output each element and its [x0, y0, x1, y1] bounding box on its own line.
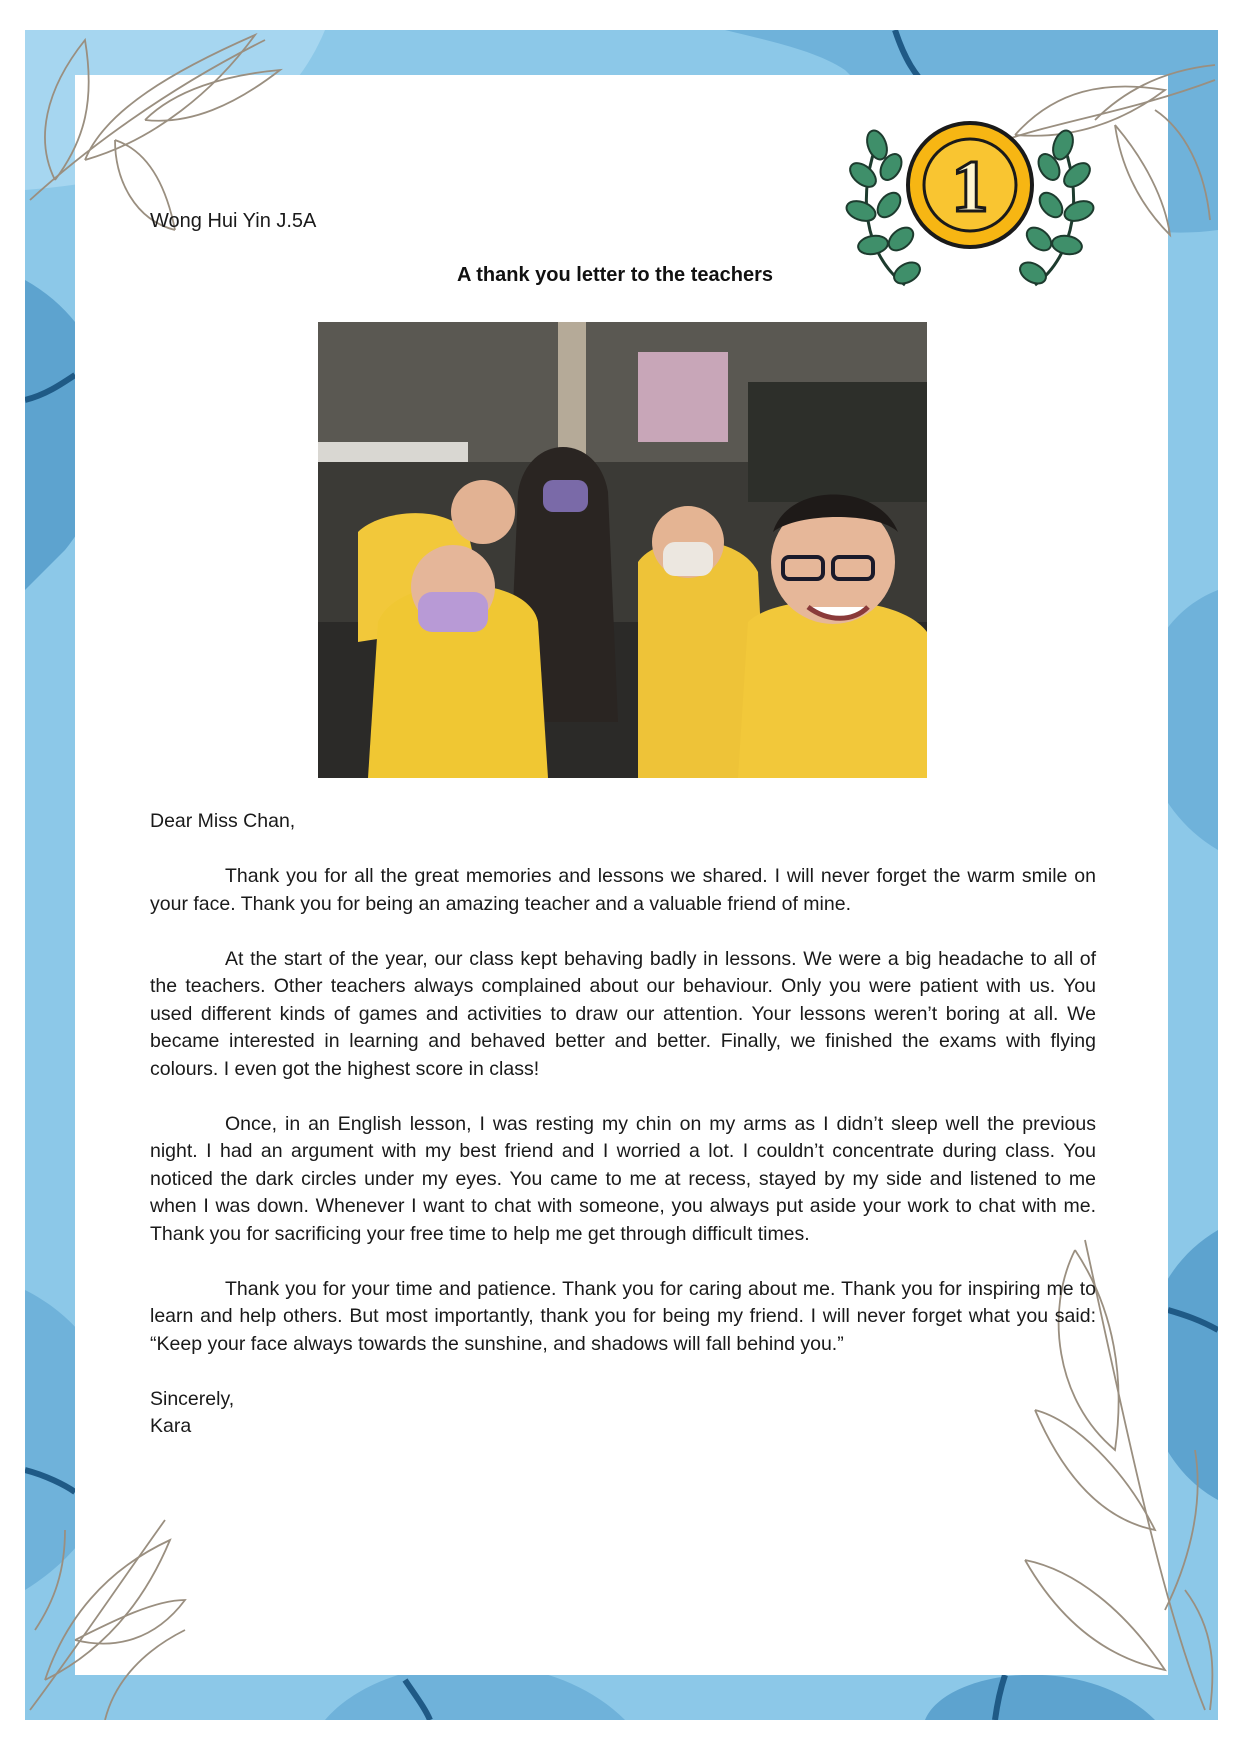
letter-body	[150, 808, 1096, 1441]
letter-paragraph: Thank you for all the great memories and lessons we shared. I will never forget the warm smile on your face. Thank you for being an amazing teacher and a valuable friend of mine.	[150, 865, 1096, 915]
letter-signature: Kara	[150, 1415, 192, 1437]
medal-number: 1	[951, 146, 989, 228]
letter-paragraph: Once, in an English lesson, I was resting my chin on my arms as I didn’t sleep well the previous night. I had an argument with my best friend and I worried a lot. I couldn’t concentrate during class. You noticed the dark circles under my eyes. You came to me at recess, stayed by my side and listened to me when I was down. Whenever I want to chat with someone, you always put aside your work to chat with me. Thank you for sacrificing your free time to help me get through difficult times.	[150, 1112, 1096, 1245]
letter-paragraph: Thank you for your time and patience. Thank you for caring about me. Thank you for inspiring me to learn and help others. But most importantly, thank you for being my friend. I will never forget what you said: “Keep your face always towards the sunshine, and shadows will fall behind you.”	[150, 1277, 1096, 1355]
author-line: Wong Hui Yin J.5A	[150, 210, 317, 232]
letter-closing: Sincerely,	[150, 1387, 235, 1410]
leaf-decoration-top-left	[25, 30, 285, 240]
letter-paragraph: At the start of the year, our class kept behaving badly in lessons. We were a big headache to all of the teachers. Other teachers always complained about our behaviour. Only you were patient with us. You used different kinds of games and activities to draw our attention. Your lessons weren’t boring at all. We became interested in learning and behaved better and better. Finally, we finished the exams with flying colours. I even got the highest score in class!	[150, 947, 1096, 1080]
leaf-decoration-bottom-left	[25, 1510, 195, 1720]
gold-medal-laurel-icon	[845, 115, 1095, 295]
class-photo	[318, 322, 927, 778]
letter-closing-block	[150, 1386, 1096, 1441]
letter-greeting: Dear Miss Chan,	[150, 810, 296, 832]
letter-title: A thank you letter to the teachers	[457, 264, 773, 286]
